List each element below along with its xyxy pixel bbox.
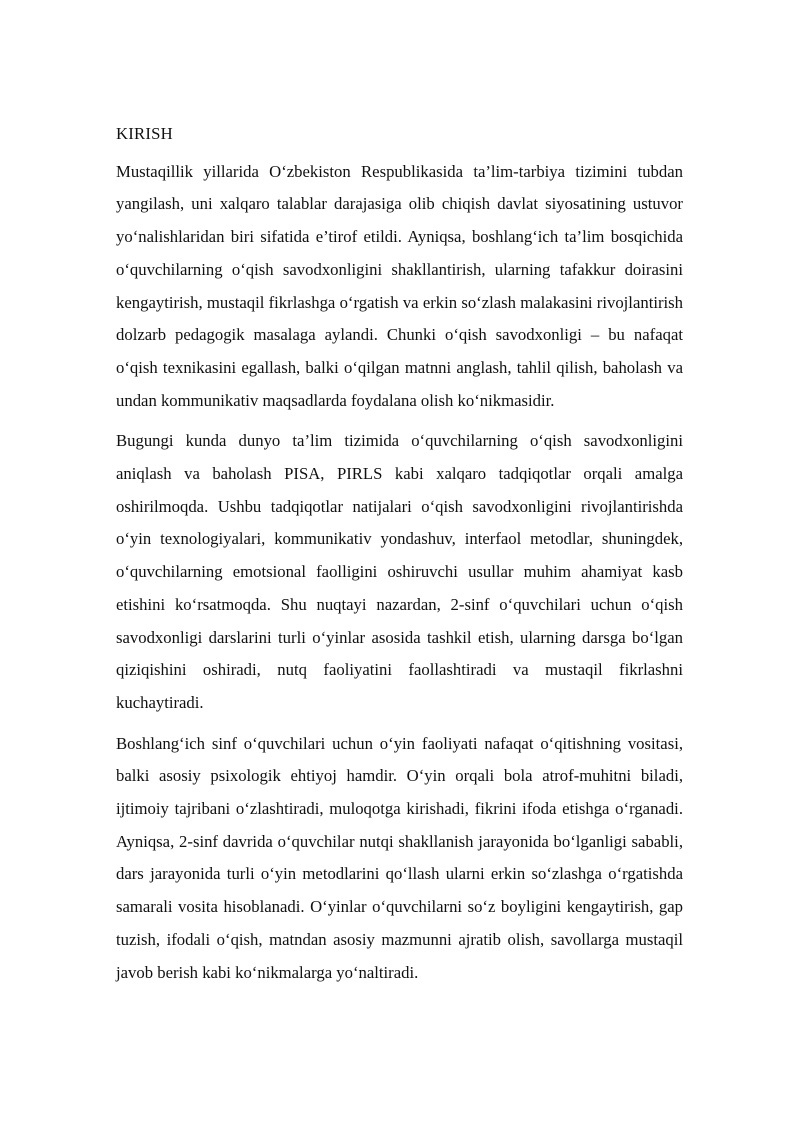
paragraph-1: Mustaqillik yillarida O‘zbekiston Respublikasida ta’lim-tarbiya tizimini tubdan yangilash, uni xalqaro talablar darajasiga olib chiqish davlat siyosatining ustuvor yo‘nalishlaridan biri sifatida e’tirof etildi. Ayniqsa, boshlang‘ich ta’lim bosqichida o‘quvchilarning o‘qish savodxonligini shakllantirish, ularning tafakkur doirasini kengaytirish, mustaqil fikrlashga o‘rgatish va erkin so‘zlash malakasini rivojlantirish dolzarb pedagogik masalaga aylandi. Chunki o‘qish savodxonligi – bu nafaqat o‘qish texnikasini egallash, balki o‘qilgan matnni anglash, tahlil qilish, baholash va undan kommunikativ maqsadlarda foydalana olish ko‘nikmasidir. <box>116 161 683 410</box>
paragraph-3: Boshlang‘ich sinf o‘quvchilari uchun o‘yin faoliyati nafaqat o‘qitishning vositasi, balki asosiy psixologik ehtiyoj hamdir. O‘yin orqali bola atrof-muhitni biladi, ijtimoiy tajribani o‘zlashtiradi, muloqotga kirishadi, fikrini ifoda etishga o‘rganadi. Ayniqsa, 2-sinf davrida o‘quvchilar nutqi shakllanish jarayonida bo‘lganligi sababli, dars jarayonida turli o‘yin metodlarini qo‘llash ularni erkin so‘zlashga o‘rgatishda samarali vosita hisoblanadi. O‘yinlar o‘quvchilarni so‘z boyligini kengaytirish, gap tuzish, ifodali o‘qish, matndan asosiy mazmunni ajratib olish, savollarga mustaqil javob berish kabi ko‘nikmalarga yo‘naltiradi. <box>116 733 683 982</box>
paragraph-2: Bugungi kunda dunyo ta’lim tizimida o‘quvchilarning o‘qish savodxonligini aniqlash va baholash PISA, PIRLS kabi xalqaro tadqiqotlar orqali amalga oshirilmoqda. Ushbu tadqiqotlar natijalari o‘qish savodxonligini rivojlantirishda o‘yin texnologiyalari, kommunikativ yondashuv, interfaol metodlar, shuningdek, o‘quvchilarning emotsional faolligini oshiruvchi usullar muhim ahamiyat kasb etishini ko‘rsatmoqda. Shu nuqtayi nazardan, 2-sinf o‘quvchilari uchun o‘qish savodxonligi darslarini turli o‘yinlar asosida tashkil etish, ularning darsga bo‘lgan qiziqishini oshiradi, nutq faoliyatini faollashtiradi va mustaqil fikrlashni kuchaytiradi. <box>116 431 683 712</box>
document-body <box>116 118 683 997</box>
section-heading: KIRISH <box>116 124 173 143</box>
